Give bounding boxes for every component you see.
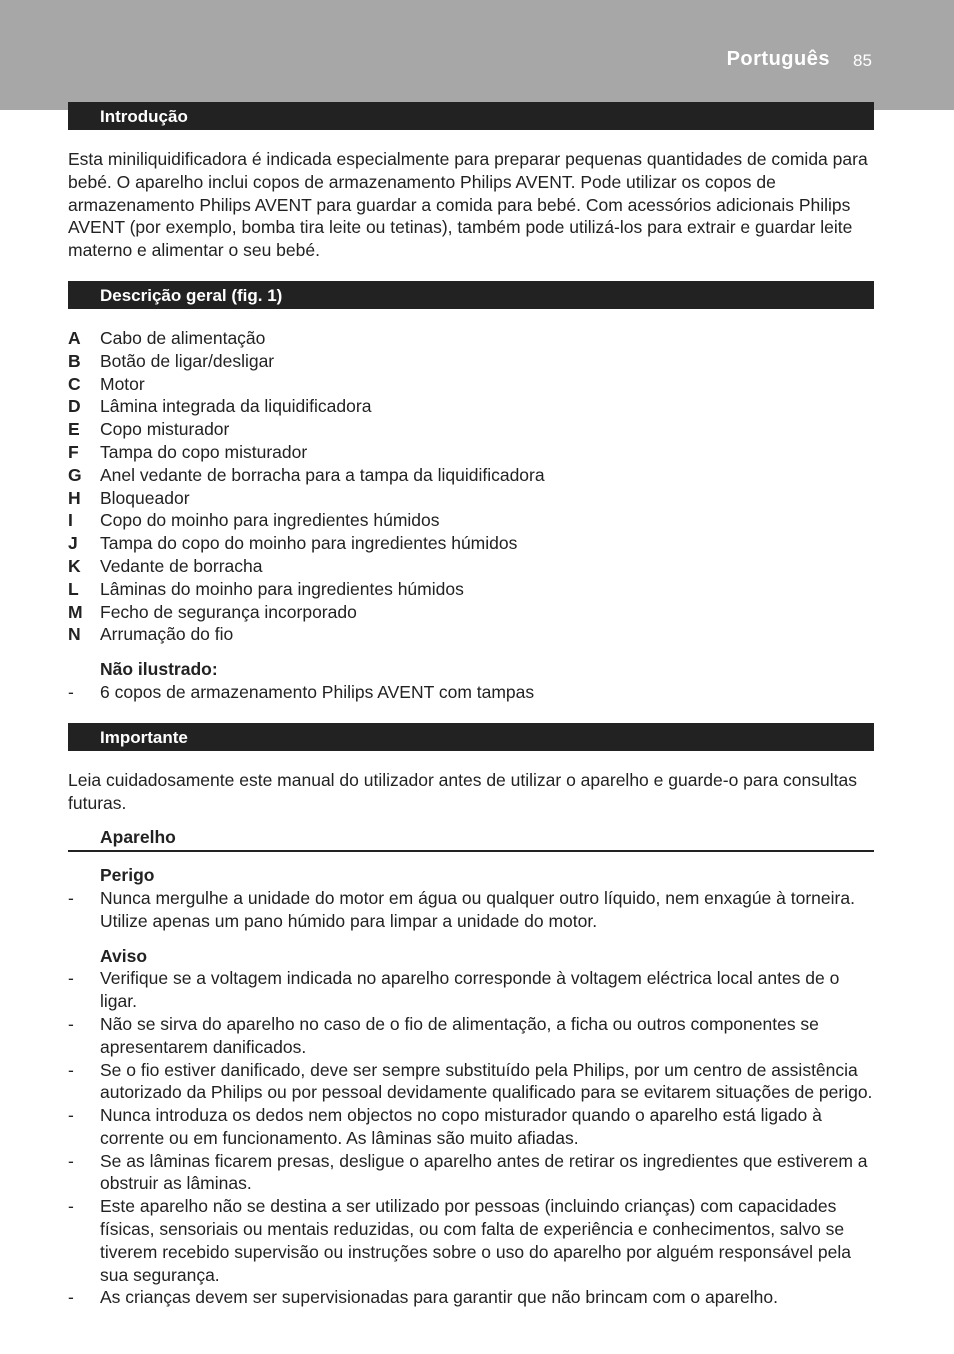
part-letter: I [68,510,73,531]
part-letter: N [68,624,81,645]
bullet-text: Se o fio estiver danificado, deve ser sempre substituído pela Philips, por um centro de assistência autorizado da Philips ou por pessoal devidamente qualificado para se evitarem situações de perigo. [100,1059,873,1103]
parts-list-item [68,532,874,555]
bullet-text: Nunca introduza os dedos nem objectos no copo misturador quando o aparelho está ligado à corrente ou em funcionamento. As lâminas são muito afiadas. [100,1105,822,1148]
bullet-dash: - [68,1105,74,1126]
bullet-text: Nunca mergulhe a unidade do motor em água ou qualquer outro líquido, nem enxagúe à torneira. Utilize apenas um pano húmido para limpar a unidade do motor. [100,887,855,931]
part-name: Botão de ligar/desligar [100,350,275,371]
bullet-item [68,1059,874,1105]
bullet-dash: - [68,1196,74,1217]
bullet-item [68,967,874,1013]
page-number: 85 [853,51,872,70]
perigo-heading: Perigo [100,865,155,886]
part-name: Anel vedante de borracha para a tampa da liquidificadora [100,464,545,485]
section-title-introducao: Introdução [68,102,874,130]
part-name: Copo misturador [100,419,230,440]
part-name: Lâminas do moinho para ingredientes húmidos [100,578,464,599]
language-title: Português [726,48,830,70]
parts-list-item [68,441,874,464]
part-name: Tampa do copo misturador [100,441,308,462]
part-letter: E [68,419,80,440]
bullet-dash: - [68,1150,74,1171]
aviso-heading: Aviso [100,945,148,966]
part-name: Motor [100,373,145,394]
part-name: Bloqueador [100,487,190,508]
section-title-descricao: Descrição geral (fig. 1) [68,281,874,309]
part-letter: C [68,373,81,394]
parts-list-item [68,395,874,418]
bullet-item [68,887,874,933]
bullet-dash: - [68,1059,74,1080]
part-name: Fecho de segurança incorporado [100,601,357,622]
parts-list-item [68,623,874,646]
part-letter: F [68,441,79,462]
part-name: Copo do moinho para ingredientes húmidos [100,510,440,531]
bullet-text: Verifique se a voltagem indicada no aparelho corresponde à voltagem eléctrica local antes de o ligar. [100,968,840,1012]
part-name: Arrumação do fio [100,624,234,645]
part-letter: L [68,578,79,599]
bullet-dash: - [68,968,74,989]
bullet-text: As crianças devem ser supervisionadas para garantir que não brincam com o aparelho. [100,1287,778,1308]
part-letter: A [68,327,81,348]
bullet-dash: - [68,681,74,702]
intro-paragraph: Esta miniliquidificadora é indicada especialmente para preparar pequenas quantidades de comida para bebé. O aparelho inclui copos de armazenamento Philips AVENT. Pode utilizar os copos de armazenamento Philips AVENT para guardar a comida para bebé. Com acessórios adicionais Philips AVENT (por exemplo, bomba tira leite ou tetinas), também pode utilizá-los para extrair e guardar leite materno e alimentar o seu bebé. [68,149,868,261]
bullet-item [68,1150,874,1196]
bullet-item [68,1104,874,1150]
parts-list-item [68,464,874,487]
parts-list-item [68,418,874,441]
part-letter: B [68,350,81,371]
parts-list [68,327,874,646]
importante-paragraph: Leia cuidadosamente este manual do utilizador antes de utilizar o aparelho e guarde-o para consultas futuras. [68,769,857,813]
bullet-dash: - [68,887,74,908]
part-name: Cabo de alimentação [100,327,266,348]
bullet-dash: - [68,1013,74,1034]
parts-list-item [68,578,874,601]
bullet-text: 6 copos de armazenamento Philips AVENT com tampas [100,681,535,702]
part-letter: M [68,601,83,622]
part-letter: H [68,487,81,508]
part-name: Vedante de borracha [100,555,263,576]
bullet-item [68,1013,874,1059]
page-content [68,102,874,1309]
part-letter: K [68,555,81,576]
parts-list-item [68,601,874,624]
part-letter: G [68,464,82,485]
bullet-text: Se as lâminas ficarem presas, desligue o aparelho antes de retirar os ingredientes que estiverem a obstruir as lâminas. [100,1150,868,1194]
parts-list-item [68,487,874,510]
part-letter: D [68,396,81,417]
part-letter: J [68,533,78,554]
section-title-importante: Importante [68,723,874,751]
parts-list-item [68,373,874,396]
bullet-dash: - [68,1287,74,1308]
part-name: Lâmina integrada da liquidificadora [100,396,372,417]
part-name: Tampa do copo do moinho para ingredientes húmidos [100,533,518,554]
parts-list-item [68,555,874,578]
parts-list-item [68,509,874,532]
subsection-title-aparelho: Aparelho [68,826,874,852]
bullet-text: Este aparelho não se destina a ser utilizado por pessoas (incluindo crianças) com capacidades físicas, sensoriais ou mentais reduzidas, ou com falta de experiência e conhecimentos, salvo se tiverem recebido supervisão ou instruções sobre o uso do aparelho por alguém responsável pela sua segurança. [100,1196,851,1285]
bullet-item [68,681,874,704]
bullet-item [68,1195,874,1286]
bullet-text: Não se sirva do aparelho no caso de o fio de alimentação, a ficha ou outros componentes se apresentarem danificados. [100,1013,819,1057]
parts-list-item [68,327,874,350]
bullet-item [68,1286,874,1309]
not-shown-heading: Não ilustrado: [100,659,218,680]
parts-list-item [68,350,874,373]
